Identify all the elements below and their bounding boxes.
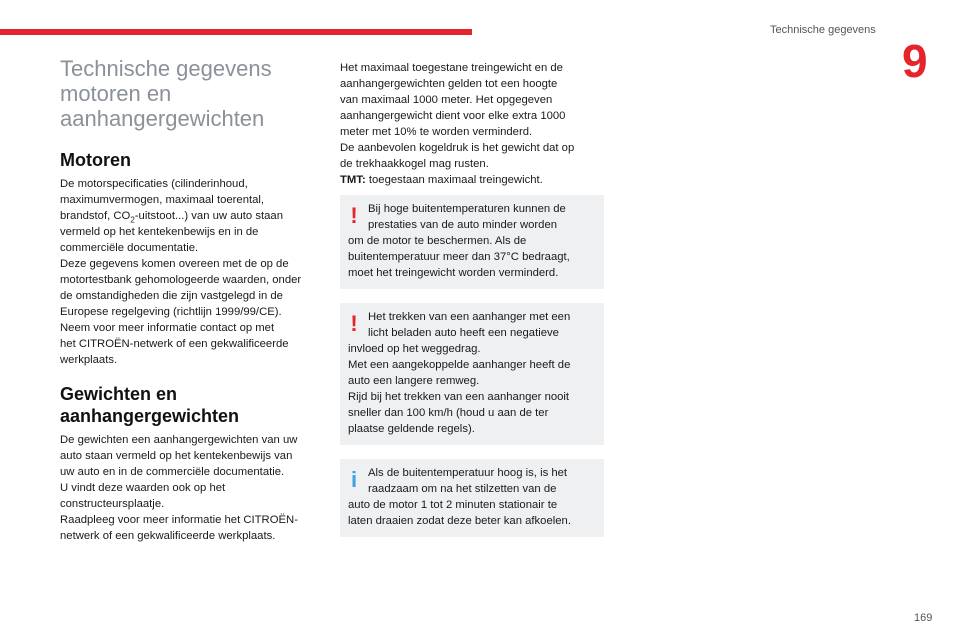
left-column [60,56,322,544]
warning-icon: ! [350,311,358,336]
chapter-number: 9 [902,35,928,87]
chapter-title: Technische gegevens [770,24,876,36]
info-note-cooling: i Als de buitentemperatuur hoog is, is het raadzaam om na het stilzetten van de auto de motor 1 tot 2 minuten stationair te laten draaien zodat deze beter kan afkoelen. [340,459,604,537]
page-title: Technische gegevens motoren en aanhangergewichten [60,56,272,131]
motoren-paragraph: De motorspecificaties (cilinderinhoud, maximumvermogen, maximaal toerental, brandstof, $CO_2-uitstoot$...) van uw auto staan vermeld op het kentekenbewijs en in de commerciële documentatie. Deze gegevens komen overeen met de op de motortestbank gehomologeerde waarden, onder de omstandigheden die zijn vastgelegd in de Europese regelgeving (richtlijn 1999/99/CE). Neem voor meer informatie contact op met het CITROËN-netwerk of een gekwalificeerde werkplaats. [60,178,302,366]
section-heading-motoren: Motoren [60,150,131,170]
gewichten-paragraph: De gewichten een aanhangergewichten van uw auto staan vermeld op het kentekenbewijs van uw auto en in de commerciële documentatie. U vindt deze waarden ook op het constructeursplaatje. Raadpleeg voor meer informatie het CITROËN- netwerk of een gekwalificeerde werkplaats. [60,434,298,542]
right-column [340,60,604,537]
warning-note-temperature: ! Bij hoge buitentemperaturen kunnen de prestaties van de auto minder worden om de motor te beschermen. Als de buitentemperatuur meer dan 37°C bedraagt, moet het treingewicht worden verminderd. [340,195,604,289]
tmt-label: TMT: [340,174,366,186]
info-icon: i [350,467,358,492]
section-heading-gewichten: Gewichten en aanhangergewichten [60,384,240,426]
page-number: 169 [914,612,933,624]
treingewicht-paragraph: Het maximaal toegestane treingewicht en de aanhangergewichten gelden tot een hoogte van maximaal 1000 meter. Het opgegeven aanhangergewicht dient voor elke extra 1000 meter met 10% te worden verminderd. De aanbevolen kogeldruk is het gewicht dat op de trekhaakkogel mag rusten. TMT: toegestaan maximaal treingewicht. [340,62,575,186]
warning-note-towing: ! Het trekken van een aanhanger met een licht beladen auto heeft een negatieve invloed op het weggedrag. Met een aangekoppelde aanhanger heeft de auto een langere remweg. Rijd bij het trekken van een aanhanger nooit sneller dan 100 km/h (houd u aan de ter plaatse geldende regels). [340,303,604,445]
header-accent-bar [0,29,472,35]
warning-icon: ! [350,203,358,228]
